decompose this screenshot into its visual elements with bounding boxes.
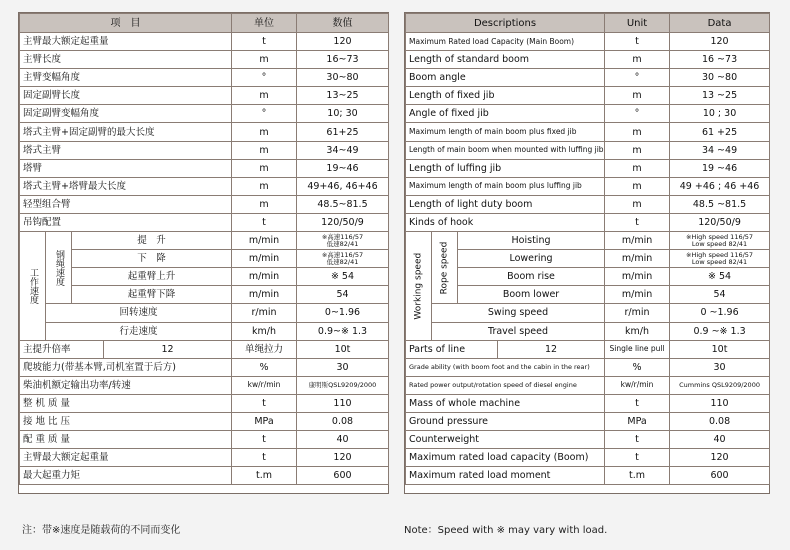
spec-value: 16 ~73 [670, 51, 770, 69]
spec-label: 轻型组合臂 [20, 195, 232, 213]
header-value: Data [670, 14, 770, 33]
table-row [20, 87, 389, 105]
spec-unit: m [232, 177, 297, 195]
spec-value: 10; 30 [297, 105, 389, 123]
table-row [20, 51, 389, 69]
spec-unit: t [232, 33, 297, 51]
spec-value: 120 [297, 33, 389, 51]
spec-unit: t.m [232, 467, 297, 485]
table-row [406, 123, 770, 141]
spec-unit: ° [605, 69, 670, 87]
table-row [20, 431, 389, 449]
spec-label: Maximum length of main boom plus luffing jib [406, 177, 605, 195]
spec-label: Length of fixed jib [406, 87, 605, 105]
table-row [20, 268, 389, 286]
header-unit: 单位 [232, 14, 297, 33]
spec-label: 整 机 质 量 [20, 394, 232, 412]
table-row [406, 195, 770, 213]
spec-unit: m [605, 177, 670, 195]
speed-value [297, 232, 389, 250]
table-row [406, 394, 770, 412]
speed-unit: m/min [605, 232, 670, 250]
spec-value: 600 [670, 467, 770, 485]
speed-value-line: ※高速116/57 [321, 250, 364, 259]
speed-value-line: 54 [713, 289, 726, 301]
spec-label: Boom angle [406, 69, 605, 87]
spec-label: Angle of fixed jib [406, 105, 605, 123]
spec-label: 主臂最大额定起重量 [20, 449, 232, 467]
spec-label: Maximum length of main boom plus fixed jib [406, 123, 605, 141]
speed-value [670, 268, 770, 286]
spec-label: Ground pressure [406, 412, 605, 430]
speed-value: 0.9 ~※ 1.3 [670, 322, 770, 340]
speed-unit: km/h [605, 322, 670, 340]
table-row [406, 449, 770, 467]
header-description: 项 目 [20, 14, 232, 33]
spec-label: 主臂最大额定起重量 [20, 33, 232, 51]
spec-value: 600 [297, 467, 389, 485]
table-row [406, 304, 770, 322]
spec-value: 16~73 [297, 51, 389, 69]
spec-value: 120/50/9 [297, 213, 389, 231]
table-row [406, 177, 770, 195]
spec-value: 30~80 [297, 69, 389, 87]
spec-label: Rated power output/rotation speed of diesel engine [406, 376, 605, 394]
english-footnote: Note：Speed with ※ may vary with load. [404, 525, 608, 536]
single-line-pull-label: 单绳拉力 [232, 340, 297, 358]
header-unit: Unit [605, 14, 670, 33]
table-row [406, 250, 770, 268]
spec-unit: m [232, 141, 297, 159]
speed-value-line: ※ 54 [330, 271, 355, 283]
spec-label: Length of standard boom [406, 51, 605, 69]
spec-unit: m [605, 159, 670, 177]
table-row [20, 449, 389, 467]
speed-label: 起重臂下降 [72, 286, 232, 304]
spec-unit: m [605, 195, 670, 213]
spec-unit: t [605, 394, 670, 412]
speed-unit: r/min [605, 304, 670, 322]
spec-unit: t [232, 394, 297, 412]
working-speed-group-label: 工作速度 [20, 232, 46, 341]
spec-unit: m [605, 141, 670, 159]
spec-value: 49 +46 ; 46 +46 [670, 177, 770, 195]
table-row [406, 232, 770, 250]
spec-label: 接 地 比 压 [20, 412, 232, 430]
table-row [406, 412, 770, 430]
spec-label: Counterweight [406, 431, 605, 449]
spec-label: Maximum rated load moment [406, 467, 605, 485]
spec-label: Maximum Rated load Capacity (Main Boom) [406, 33, 605, 51]
spec-label: 固定副臂变幅角度 [20, 105, 232, 123]
chinese-spec-table [19, 13, 389, 485]
table-row [20, 340, 389, 358]
spec-unit: m [605, 123, 670, 141]
spec-value: 13 ~25 [670, 87, 770, 105]
speed-label: 回转速度 [46, 304, 232, 322]
speed-label: 起重臂上升 [72, 268, 232, 286]
parts-of-line-label: 主提升倍率 [20, 340, 104, 358]
spec-value: 30 [670, 358, 770, 376]
spec-label: 塔式主臂+塔臂最大长度 [20, 177, 232, 195]
spec-label: 配 重 质 量 [20, 431, 232, 449]
table-row [20, 304, 389, 322]
speed-value-line: Low speed 82/41 [691, 257, 748, 266]
working-speed-group-label: Working speed [406, 232, 432, 341]
table-row [20, 69, 389, 87]
spec-unit: m [232, 87, 297, 105]
table-row [20, 376, 389, 394]
speed-value [670, 250, 770, 268]
table-row [406, 51, 770, 69]
spec-value: 0.08 [670, 412, 770, 430]
spec-unit: kw/r/min [232, 376, 297, 394]
speed-label: Hoisting [458, 232, 605, 250]
table-row [20, 195, 389, 213]
table-row [20, 123, 389, 141]
table-row [406, 322, 770, 340]
spec-label: 主臂变幅角度 [20, 69, 232, 87]
speed-unit: m/min [232, 286, 297, 304]
table-row [20, 159, 389, 177]
spec-unit: m [232, 123, 297, 141]
table-row [406, 141, 770, 159]
spec-unit: ° [605, 105, 670, 123]
spec-value: 13~25 [297, 87, 389, 105]
speed-label: 下 降 [72, 250, 232, 268]
spec-value: 48.5~81.5 [297, 195, 389, 213]
speed-value [297, 250, 389, 268]
speed-label: Boom lower [458, 286, 605, 304]
table-row [20, 394, 389, 412]
table-row [20, 33, 389, 51]
spec-value: 48.5 ~81.5 [670, 195, 770, 213]
rope-speed-group-label: Rope speed [432, 232, 458, 304]
speed-value-line: 低速82/41 [326, 239, 359, 248]
table-row [20, 412, 389, 430]
spec-value: 19~46 [297, 159, 389, 177]
spec-unit: t [605, 449, 670, 467]
speed-value-line: Low speed 82/41 [691, 239, 748, 248]
spec-label: 主臂长度 [20, 51, 232, 69]
speed-label: Swing speed [432, 304, 605, 322]
speed-value-line: 54 [336, 289, 349, 301]
table-row [406, 376, 770, 394]
spec-unit: t [232, 213, 297, 231]
spec-value: 61+25 [297, 123, 389, 141]
speed-value: 0 ~1.96 [670, 304, 770, 322]
spec-label: Kinds of hook [406, 213, 605, 231]
single-line-pull-value: 10t [297, 340, 389, 358]
spec-unit: t [605, 431, 670, 449]
speed-label: 提 升 [72, 232, 232, 250]
spec-unit: ° [232, 69, 297, 87]
speed-unit: m/min [605, 286, 670, 304]
table-row [406, 340, 770, 358]
spec-label: Length of main boom when mounted with luffing jib [406, 141, 605, 159]
speed-unit: r/min [232, 304, 297, 322]
table-row [20, 213, 389, 231]
spec-unit: t [232, 449, 297, 467]
speed-value-line: ※高速116/57 [321, 232, 364, 241]
spec-unit: t [605, 213, 670, 231]
spec-unit: kw/r/min [605, 376, 670, 394]
spec-label: 固定副臂长度 [20, 87, 232, 105]
speed-label: Travel speed [432, 322, 605, 340]
table-row [20, 232, 389, 250]
table-row [20, 467, 389, 485]
speed-label: Lowering [458, 250, 605, 268]
speed-unit: m/min [232, 268, 297, 286]
spec-unit: ° [232, 105, 297, 123]
speed-value [670, 232, 770, 250]
spec-label: 最大起重力矩 [20, 467, 232, 485]
spec-value: 30 [297, 358, 389, 376]
table-row [20, 177, 389, 195]
english-spec-table-panel [404, 12, 770, 494]
spec-value: 120 [670, 449, 770, 467]
speed-unit: m/min [605, 250, 670, 268]
spec-label: Mass of whole machine [406, 394, 605, 412]
speed-value-line: ※High speed 116/57 [686, 250, 754, 259]
spec-value: 0.08 [297, 412, 389, 430]
table-row [406, 105, 770, 123]
table-row [406, 467, 770, 485]
header-value: 数值 [297, 14, 389, 33]
spec-label: 吊钩配置 [20, 213, 232, 231]
spec-unit: m [232, 51, 297, 69]
table-row [20, 358, 389, 376]
speed-unit: m/min [605, 268, 670, 286]
spec-value: 19 ~46 [670, 159, 770, 177]
parts-of-line-label: Parts of line [406, 340, 498, 358]
spec-unit: m [605, 87, 670, 105]
speed-value-line: 低速82/41 [326, 257, 359, 266]
table-row [20, 105, 389, 123]
spec-unit: m [605, 51, 670, 69]
spec-unit: % [605, 358, 670, 376]
parts-of-line-value: 12 [104, 340, 232, 358]
spec-label: Length of light duty boom [406, 195, 605, 213]
spec-unit: MPa [605, 412, 670, 430]
speed-value [670, 286, 770, 304]
spec-value: 110 [297, 394, 389, 412]
header-description: Descriptions [406, 14, 605, 33]
table-row [406, 33, 770, 51]
english-spec-table [405, 13, 770, 485]
table-row [20, 141, 389, 159]
spec-value: 30 ~80 [670, 69, 770, 87]
table-row [20, 322, 389, 340]
spec-label: 塔臂 [20, 159, 232, 177]
spec-unit: m [232, 159, 297, 177]
spec-label: 柴油机额定输出功率/转速 [20, 376, 232, 394]
speed-unit: m/min [232, 250, 297, 268]
spec-unit: t.m [605, 467, 670, 485]
table-row [406, 69, 770, 87]
speed-value-line: ※ 54 [708, 271, 732, 283]
spec-label: 塔式主臂 [20, 141, 232, 159]
speed-value [297, 268, 389, 286]
spec-value: 40 [297, 431, 389, 449]
speed-unit: km/h [232, 322, 297, 340]
rope-speed-group-label: 钢绳速度 [46, 232, 72, 304]
single-line-pull-value: 10t [670, 340, 770, 358]
spec-unit: t [605, 33, 670, 51]
spec-label: Maximum rated load capacity (Boom) [406, 449, 605, 467]
parts-of-line-value: 12 [498, 340, 605, 358]
table-row [20, 286, 389, 304]
speed-value-line: ※High speed 116/57 [686, 232, 754, 241]
table-row [406, 286, 770, 304]
speed-value [297, 286, 389, 304]
table-row [406, 358, 770, 376]
spec-unit: m [232, 195, 297, 213]
table-row [406, 159, 770, 177]
spec-label: Grade ability (with boom foot and the cabin in the rear) [406, 358, 605, 376]
spec-value: 120 [670, 33, 770, 51]
chinese-spec-table-panel [18, 12, 389, 494]
table-row [406, 213, 770, 231]
spec-value: 120 [297, 449, 389, 467]
table-row [406, 87, 770, 105]
speed-value: 0.9~※ 1.3 [297, 322, 389, 340]
spec-value: 34 ~49 [670, 141, 770, 159]
spec-unit: MPa [232, 412, 297, 430]
spec-value: 10 ; 30 [670, 105, 770, 123]
speed-label: 行走速度 [46, 322, 232, 340]
spec-value: 34~49 [297, 141, 389, 159]
spec-value: 40 [670, 431, 770, 449]
table-row [406, 268, 770, 286]
single-line-pull-label: Single line pull [605, 340, 670, 358]
speed-unit: m/min [232, 232, 297, 250]
speed-label: Boom rise [458, 268, 605, 286]
spec-unit: % [232, 358, 297, 376]
spec-label: 塔式主臂+固定副臂的最大长度 [20, 123, 232, 141]
speed-value: 0~1.96 [297, 304, 389, 322]
spec-value: 49+46, 46+46 [297, 177, 389, 195]
chinese-footnote: 注：带※速度是随载荷的不同而变化 [22, 525, 181, 536]
spec-label: 爬坡能力(带基本臂,司机室置于后方) [20, 358, 232, 376]
table-row [20, 250, 389, 268]
spec-value: 120/50/9 [670, 213, 770, 231]
spec-value: 110 [670, 394, 770, 412]
spec-value: 61 +25 [670, 123, 770, 141]
table-row [406, 431, 770, 449]
spec-unit: t [232, 431, 297, 449]
spec-value: Cummins QSL9209/2000 [670, 376, 770, 394]
spec-label: Length of luffing jib [406, 159, 605, 177]
spec-value: 康明斯QSL9209/2000 [297, 376, 389, 394]
